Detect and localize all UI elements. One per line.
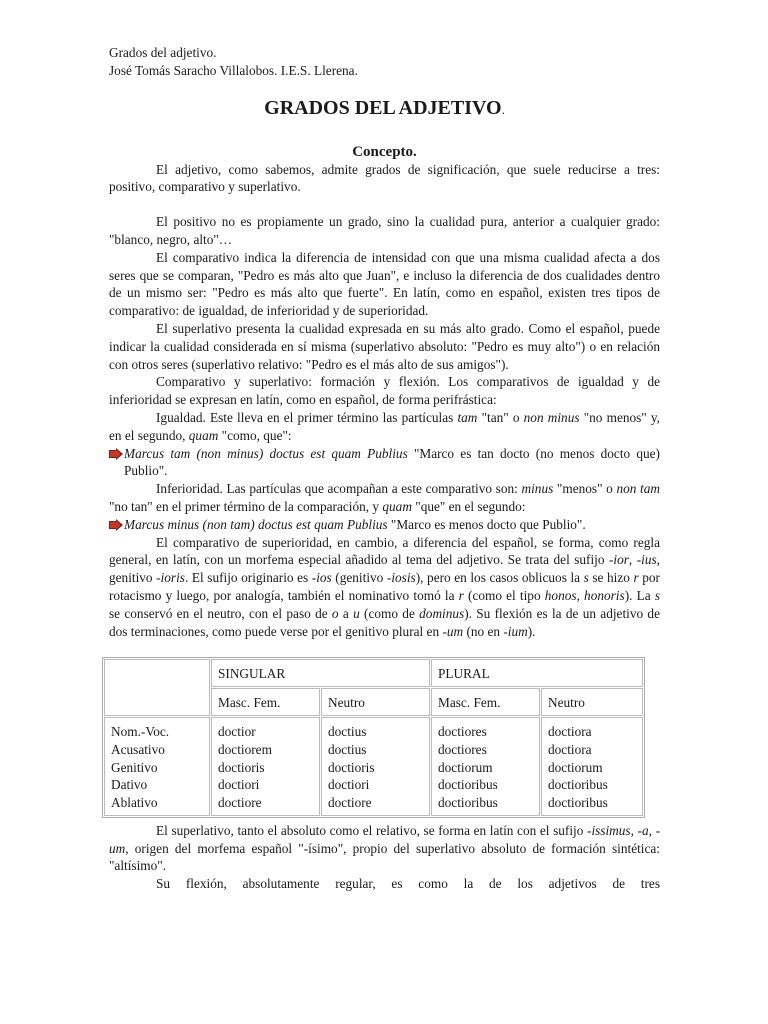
- text: ). La: [624, 587, 655, 603]
- latin-term: non minus: [523, 409, 580, 425]
- text: Inferioridad. Las partículas que acompañan a este comparativo son:: [156, 481, 522, 497]
- paragraph-positivo: El positivo no es propiamente un grado, sino la cualidad pura, anterior a cualquier grado: "blanco, negro, alto"…: [109, 214, 660, 247]
- latin-term: issimus, -a, -um: [109, 822, 661, 856]
- text: , origen del morfema español "-ísimo", propio del superlativo absoluto de formación sintética: "altísimo".: [109, 840, 660, 874]
- table-cell: doctiore: [218, 795, 262, 811]
- table-cell: doctioris: [328, 759, 375, 775]
- latin-term: tam: [457, 409, 478, 425]
- header-line-2: José Tomás Saracho Villalobos. I.E.S. Llerena.: [109, 62, 358, 78]
- text: se hizo: [588, 570, 634, 586]
- table-cell: doctius: [328, 723, 367, 739]
- table-corner-cell: [104, 659, 210, 716]
- paragraph-superioridad: [109, 534, 660, 641]
- table-cell: doctior: [218, 723, 256, 739]
- column-header-singular: SINGULAR: [211, 659, 430, 687]
- latin-example: Marcus minus (non tam) doctus est quam Publius: [124, 516, 388, 532]
- section-heading: Concepto.: [352, 143, 417, 160]
- paragraph-superlativo-formacion: [109, 822, 660, 875]
- latin-term: -ium: [503, 623, 528, 639]
- table-row: [104, 717, 643, 816]
- table-cell: doctioribus: [438, 795, 498, 811]
- latin-term: -ios: [311, 570, 332, 586]
- table-cell: doctioribus: [548, 795, 608, 811]
- page-title-text: GRADOS DEL ADJETIVO: [264, 96, 502, 119]
- latin-term: non tam: [616, 481, 660, 497]
- latin-term: minus: [521, 481, 554, 497]
- text: ), pero en los casos oblicuos la: [415, 570, 584, 586]
- text: ).: [527, 623, 536, 639]
- table-cell: doctioris: [218, 759, 265, 775]
- latin-example: Marcus tam (non minus) doctus est quam Publius: [124, 445, 408, 461]
- text: Igualdad. Este lleva en el primer término las partículas: [156, 409, 458, 425]
- text: "que" en el segundo:: [411, 498, 526, 514]
- latin-term: -ius: [636, 552, 657, 568]
- example-inferioridad: [109, 516, 660, 534]
- case-name: Genitivo: [111, 759, 158, 775]
- text: El comparativo de superioridad, en cambio, a diferencia del español, se forma, como regla general, en latín, con un morfema especial añadido al tema del adjetivo. Se trata del sufijo: [109, 534, 660, 568]
- plural-masc-fem-column: [431, 717, 540, 816]
- page-title: [109, 96, 660, 122]
- text: (genitivo: [331, 570, 387, 586]
- case-names-column: [104, 717, 210, 816]
- latin-term: -ioris: [156, 570, 185, 586]
- latin-term: dominus: [419, 605, 465, 621]
- text: "tan" o: [477, 409, 524, 425]
- latin-term: r: [633, 570, 639, 586]
- text: "como, que":: [218, 427, 292, 443]
- table-cell: doctiorem: [218, 741, 272, 757]
- table-cell: doctioribus: [438, 777, 498, 793]
- latin-term: s: [654, 587, 660, 603]
- declension-table: [102, 657, 645, 818]
- case-name: Dativo: [111, 777, 148, 793]
- text: "no menos" y, en el segundo,: [109, 409, 661, 443]
- example-translation: "Marco es tan docto (no menos docto que) Publio".: [124, 445, 660, 479]
- latin-term: -iosis: [386, 570, 416, 586]
- arrow-bullet-icon: [109, 519, 123, 531]
- table-cell: doctiori: [218, 777, 260, 793]
- example-igualdad: [109, 445, 660, 481]
- table-cell: doctiora: [548, 723, 592, 739]
- table-cell: doctiores: [438, 741, 487, 757]
- paragraph-superlativo: El superlativo presenta la cualidad expresada en su más alto grado. Como el español, puede indicar la cualidad considerada en sí misma (superlativo absoluto: "Pedro es muy alto") o en relación con otros seres (superlativo relativo: "Pedro es el más alto de sus amigos").: [109, 320, 660, 372]
- text: . El sufijo originario es: [184, 570, 312, 586]
- latin-term: quam: [188, 427, 219, 443]
- text: "menos" o: [553, 481, 617, 497]
- paragraph-formacion: Comparativo y superlativo: formación y flexión. Los comparativos de igualdad y de inferioridad se expresan en latín, como en español, de forma perifrástica:: [109, 374, 660, 408]
- latin-term: s: [583, 570, 589, 586]
- header-line-1: Grados del adjetivo.: [109, 45, 217, 60]
- text: ,: [628, 552, 637, 568]
- latin-term: u: [353, 605, 360, 621]
- table-cell: doctiores: [438, 723, 487, 739]
- case-name: Acusativo: [111, 741, 165, 757]
- text: (como de: [359, 605, 420, 621]
- table-cell: doctiorum: [438, 759, 493, 775]
- text: (como el tipo: [463, 587, 545, 603]
- latin-term: r: [458, 587, 464, 603]
- table-cell: doctioribus: [548, 777, 608, 793]
- case-name: Ablativo: [111, 795, 158, 811]
- table-cell: doctiorum: [548, 759, 603, 775]
- paragraph-intro: El adjetivo, como sabemos, admite grados de significación, que suele reducirse a tres: positivo, comparativo y superlativo.: [109, 161, 660, 195]
- latin-term: o: [331, 605, 339, 621]
- subheader-neutro: Neutro: [321, 688, 430, 716]
- arrow-bullet-icon: [109, 448, 123, 460]
- text: El superlativo, tanto el absoluto como el relativo, se forma en latín con el sufijo -: [156, 822, 592, 838]
- latin-term: -um: [442, 623, 464, 639]
- column-header-plural: PLURAL: [431, 659, 643, 687]
- latin-term: quam: [382, 498, 412, 514]
- plural-neutro-column: [541, 717, 643, 816]
- example-translation: "Marco es menos docto que Publio".: [387, 516, 586, 532]
- text: (no en: [463, 623, 504, 639]
- text: a: [338, 605, 354, 621]
- paragraph-igualdad: [109, 409, 660, 445]
- document-page: [109, 44, 660, 893]
- text: por rotacismo y luego, por analogía, también el nominativo tomó la: [109, 570, 660, 603]
- latin-term: -ior: [608, 552, 629, 568]
- paragraph-comparativo: El comparativo indica la diferencia de intensidad con que una misma cualidad afecta a dos seres que se comparan, "Pedro es más alto que Juan", e incluso la diferencia de dos cualidades dentro de un mismo ser: "Pedro es más alto que fuerte". En latín, como en español, existen tres tipos de comparativo: de igualdad, de inferioridad y de superioridad.: [109, 249, 660, 319]
- table-cell: doctiora: [548, 741, 592, 757]
- paragraph-flexion: Su flexión, absolutamente regular, es como la de los adjetivos de tres: [156, 876, 660, 892]
- latin-term: honos, honoris: [544, 587, 625, 603]
- table-cell: doctius: [328, 741, 367, 757]
- subheader-masc-fem: Masc. Fem.: [211, 688, 320, 716]
- table-cell: doctiore: [328, 795, 372, 811]
- text: ). Su flexión es la de un adjetivo de dos terminaciones, como puede verse por el genitivo plural en: [109, 605, 660, 639]
- table-row: [104, 659, 643, 687]
- text: "no tan" en el primer término de la comparación, y: [109, 498, 383, 514]
- subheader-masc-fem: Masc. Fem.: [431, 688, 540, 716]
- text: , genitivo: [109, 552, 660, 586]
- singular-neutro-column: [321, 717, 430, 816]
- singular-masc-fem-column: [211, 717, 320, 816]
- paragraph-inferioridad: [109, 480, 660, 516]
- table-cell: doctiori: [328, 777, 370, 793]
- text: se conservó en el neutro, con el paso de: [109, 605, 332, 621]
- case-name: Nom.-Voc.: [111, 723, 170, 739]
- subheader-neutro: Neutro: [541, 688, 643, 716]
- page-title-dot: .: [501, 101, 505, 117]
